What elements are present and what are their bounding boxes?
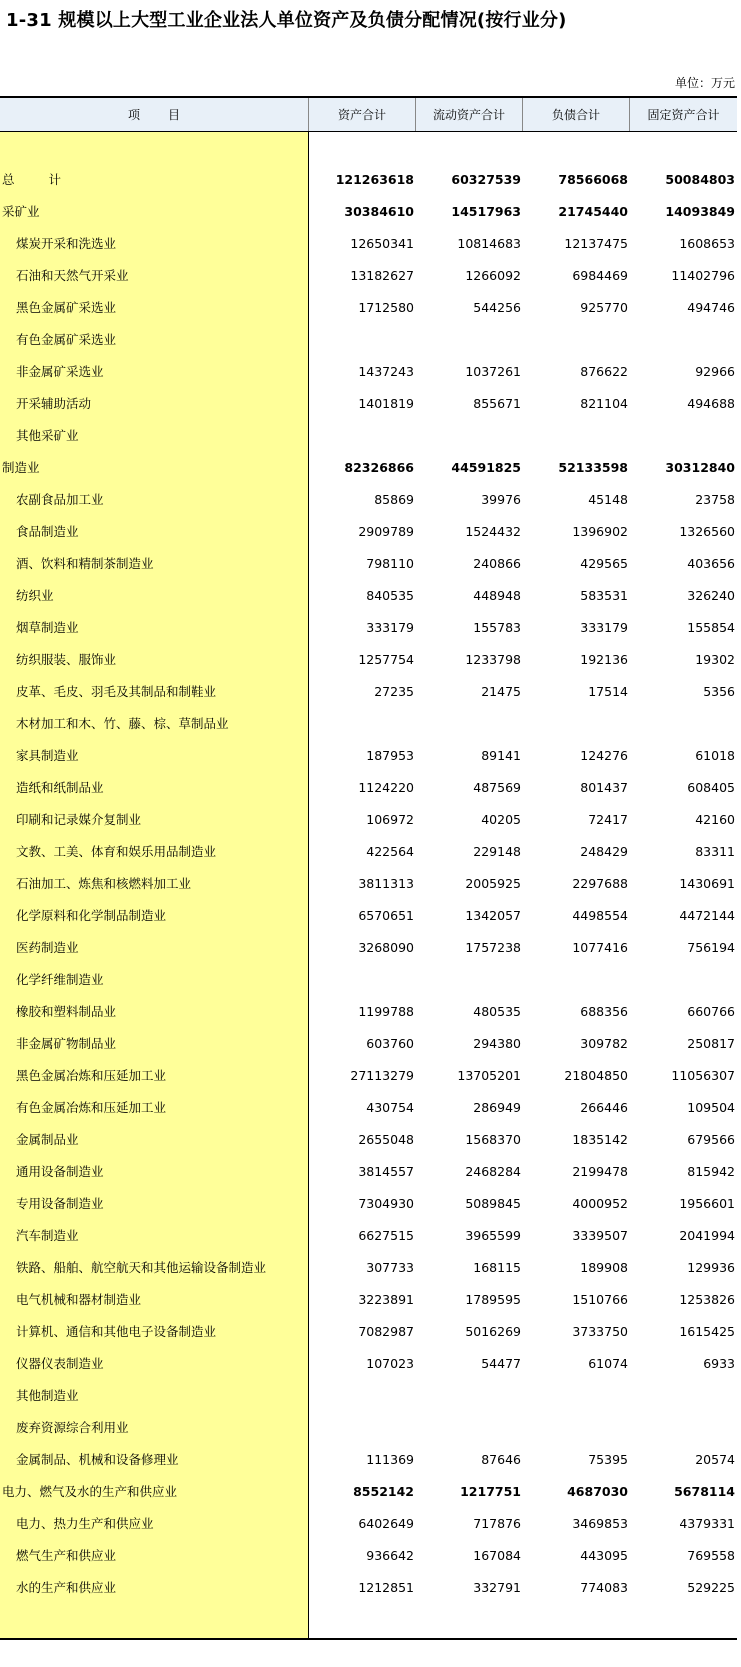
cell-c3: 4498554 <box>572 908 628 923</box>
row-label: 化学纤维制造业 <box>16 972 104 987</box>
cell-c1: 1437243 <box>358 364 414 379</box>
row-label: 电气机械和器材制造业 <box>16 1292 142 1307</box>
cell-c3: 429565 <box>580 556 628 571</box>
table-row <box>0 452 737 484</box>
table-row <box>0 1188 737 1220</box>
cell-c4: 11402796 <box>671 268 735 283</box>
cell-c3: 72417 <box>588 812 628 827</box>
table-row <box>0 388 737 420</box>
row-label: 非金属矿物制品业 <box>16 1036 117 1051</box>
row-label: 纺织业 <box>16 588 54 603</box>
cell-c1: 798110 <box>366 556 414 571</box>
table-row <box>0 996 737 1028</box>
cell-c2: 155783 <box>473 620 521 635</box>
row-label: 印刷和记录媒介复制业 <box>16 812 142 827</box>
header-fixed-assets: 固定资产合计 <box>629 98 737 131</box>
cell-c1: 6627515 <box>358 1228 414 1243</box>
cell-c3 <box>522 324 628 356</box>
cell-c3 <box>522 1380 628 1412</box>
table-row <box>0 420 737 452</box>
cell-c4 <box>629 1412 735 1444</box>
cell-c3 <box>522 420 628 452</box>
row-label: 纺织服装、服饰业 <box>16 652 117 667</box>
cell-c4: 4379331 <box>679 1516 735 1531</box>
cell-c1: 30384610 <box>344 204 414 219</box>
unit-label: 单位：万元 <box>674 76 735 90</box>
cell-c1: 1257754 <box>358 652 414 667</box>
cell-c1: 603760 <box>366 1036 414 1051</box>
cell-c2: 5089845 <box>465 1196 521 1211</box>
table-row <box>0 1220 737 1252</box>
cell-c3: 2297688 <box>572 876 628 891</box>
cell-c3: 925770 <box>580 300 628 315</box>
cell-c4: 5356 <box>703 684 735 699</box>
header-current-assets: 流动资产合计 <box>415 98 522 131</box>
row-label: 采矿业 <box>2 204 40 219</box>
cell-c3 <box>522 708 628 740</box>
cell-c2: 2005925 <box>465 876 521 891</box>
cell-c3: 21745440 <box>558 204 628 219</box>
cell-c3: 52133598 <box>558 460 628 475</box>
table-row <box>0 836 737 868</box>
cell-c4 <box>629 708 735 740</box>
row-label: 废弃资源综合利用业 <box>16 1420 129 1435</box>
cell-c4: 1326560 <box>679 524 735 539</box>
cell-c2: 294380 <box>473 1036 521 1051</box>
table-row <box>0 1092 737 1124</box>
cell-c4: 494688 <box>687 396 735 411</box>
table-row <box>0 260 737 292</box>
row-label: 金属制品、机械和设备修理业 <box>16 1452 179 1467</box>
row-label: 非金属矿采选业 <box>16 364 104 379</box>
cell-c1: 1712580 <box>358 300 414 315</box>
row-label: 有色金属矿采选业 <box>16 332 117 347</box>
cell-c1: 85869 <box>374 492 414 507</box>
cell-c4: 14093849 <box>665 204 735 219</box>
cell-c2 <box>415 964 521 996</box>
cell-c3: 4687030 <box>567 1484 628 1499</box>
table-row <box>0 1124 737 1156</box>
cell-c1: 6570651 <box>358 908 414 923</box>
cell-c4: 92966 <box>695 364 735 379</box>
cell-c4: 129936 <box>687 1260 735 1275</box>
cell-c1: 1199788 <box>358 1004 414 1019</box>
cell-c4: 660766 <box>687 1004 735 1019</box>
row-label: 皮革、毛皮、羽毛及其制品和制鞋业 <box>16 684 217 699</box>
cell-c1: 1401819 <box>358 396 414 411</box>
cell-c3: 45148 <box>588 492 628 507</box>
cell-c1: 27113279 <box>350 1068 414 1083</box>
cell-c3: 309782 <box>580 1036 628 1051</box>
row-label: 其他制造业 <box>16 1388 79 1403</box>
cell-c2: 1233798 <box>465 652 521 667</box>
cell-c2: 1524432 <box>465 524 521 539</box>
row-label: 造纸和纸制品业 <box>16 780 104 795</box>
cell-c3: 583531 <box>580 588 628 603</box>
table-row <box>0 164 737 196</box>
cell-c3: 688356 <box>580 1004 628 1019</box>
cell-c4: 679566 <box>687 1132 735 1147</box>
cell-c3: 78566068 <box>558 172 628 187</box>
cell-c3 <box>522 964 628 996</box>
cell-c2: 2468284 <box>465 1164 521 1179</box>
cell-c3: 189908 <box>580 1260 628 1275</box>
table-row <box>0 324 737 356</box>
table-row <box>0 1444 737 1476</box>
row-label: 水的生产和供应业 <box>16 1580 117 1595</box>
cell-c1: 13182627 <box>350 268 414 283</box>
cell-c2 <box>415 324 521 356</box>
row-label: 专用设备制造业 <box>16 1196 104 1211</box>
table-row <box>0 676 737 708</box>
cell-c2: 1037261 <box>465 364 521 379</box>
table-row <box>0 740 737 772</box>
table-row <box>0 1316 737 1348</box>
cell-c3: 12137475 <box>564 236 628 251</box>
row-label: 其他采矿业 <box>16 428 79 443</box>
cell-c1: 27235 <box>374 684 414 699</box>
cell-c1: 82326866 <box>344 460 414 475</box>
cell-c1: 7082987 <box>358 1324 414 1339</box>
row-label: 煤炭开采和洗选业 <box>16 236 117 251</box>
cell-c4: 11056307 <box>671 1068 735 1083</box>
cell-c3: 3733750 <box>572 1324 628 1339</box>
cell-c3: 333179 <box>580 620 628 635</box>
cell-c1: 187953 <box>366 748 414 763</box>
cell-c1: 7304930 <box>358 1196 414 1211</box>
table-row <box>0 964 737 996</box>
row-label: 橡胶和塑料制品业 <box>16 1004 117 1019</box>
cell-c4: 2041994 <box>679 1228 735 1243</box>
cell-c1: 121263618 <box>335 172 414 187</box>
cell-c2: 21475 <box>481 684 521 699</box>
header-total-assets: 资产合计 <box>308 98 415 131</box>
cell-c2: 855671 <box>473 396 521 411</box>
row-label: 农副食品加工业 <box>16 492 104 507</box>
cell-c1 <box>308 420 414 452</box>
cell-c1: 12650341 <box>350 236 414 251</box>
cell-c4: 494746 <box>687 300 735 315</box>
table-row <box>0 1508 737 1540</box>
cell-c1: 3811313 <box>358 876 414 891</box>
cell-c2: 286949 <box>473 1100 521 1115</box>
cell-c2: 480535 <box>473 1004 521 1019</box>
cell-c2: 10814683 <box>457 236 521 251</box>
row-label: 汽车制造业 <box>16 1228 79 1243</box>
cell-c4: 1956601 <box>679 1196 735 1211</box>
cell-c2: 240866 <box>473 556 521 571</box>
table-row <box>0 580 737 612</box>
row-label: 家具制造业 <box>16 748 79 763</box>
table-row <box>0 900 737 932</box>
table-row <box>0 1284 737 1316</box>
cell-c3: 4000952 <box>572 1196 628 1211</box>
row-label: 有色金属冶炼和压延加工业 <box>16 1100 167 1115</box>
cell-c3 <box>522 1412 628 1444</box>
cell-c3: 248429 <box>580 844 628 859</box>
row-label: 黑色金属矿采选业 <box>16 300 117 315</box>
cell-c1: 8552142 <box>353 1484 414 1499</box>
table-row <box>0 1540 737 1572</box>
row-label: 计算机、通信和其他电子设备制造业 <box>16 1324 217 1339</box>
table-bottom-border <box>0 1638 737 1640</box>
cell-c4: 42160 <box>695 812 735 827</box>
cell-c2 <box>415 708 521 740</box>
row-label: 文教、工美、体育和娱乐用品制造业 <box>16 844 217 859</box>
cell-c2: 60327539 <box>451 172 521 187</box>
cell-c1: 3814557 <box>358 1164 414 1179</box>
cell-c2: 40205 <box>481 812 521 827</box>
row-label: 酒、饮料和精制茶制造业 <box>16 556 154 571</box>
table-row <box>0 708 737 740</box>
table-row <box>0 644 737 676</box>
cell-c4: 529225 <box>687 1580 735 1595</box>
cell-c3: 17514 <box>588 684 628 699</box>
cell-c1 <box>308 964 414 996</box>
cell-c1: 1124220 <box>358 780 414 795</box>
cell-c2: 1568370 <box>465 1132 521 1147</box>
cell-c3: 61074 <box>588 1356 628 1371</box>
cell-c2: 44591825 <box>451 460 521 475</box>
cell-c2: 168115 <box>473 1260 521 1275</box>
table-row <box>0 228 737 260</box>
cell-c1: 936642 <box>366 1548 414 1563</box>
row-label: 制造业 <box>2 460 40 475</box>
cell-c2: 229148 <box>473 844 521 859</box>
cell-c1: 307733 <box>366 1260 414 1275</box>
cell-c1 <box>308 1380 414 1412</box>
cell-c4 <box>629 324 735 356</box>
cell-c2: 1789595 <box>465 1292 521 1307</box>
table-row <box>0 1412 737 1444</box>
cell-c4: 1608653 <box>679 236 735 251</box>
cell-c1: 333179 <box>366 620 414 635</box>
cell-c4: 6933 <box>703 1356 735 1371</box>
row-label: 开采辅助活动 <box>16 396 92 411</box>
cell-c2 <box>415 1412 521 1444</box>
table-row <box>0 548 737 580</box>
cell-c2: 717876 <box>473 1516 521 1531</box>
cell-c1: 430754 <box>366 1100 414 1115</box>
cell-c4: 61018 <box>695 748 735 763</box>
cell-c2: 448948 <box>473 588 521 603</box>
table-row <box>0 1476 737 1508</box>
cell-c1: 840535 <box>366 588 414 603</box>
row-label: 化学原料和化学制品制造业 <box>16 908 167 923</box>
cell-c3: 443095 <box>580 1548 628 1563</box>
cell-c3: 6984469 <box>572 268 628 283</box>
table-row <box>0 516 737 548</box>
row-label: 铁路、船舶、航空航天和其他运输设备制造业 <box>16 1260 267 1275</box>
cell-c2: 544256 <box>473 300 521 315</box>
cell-c3: 2199478 <box>572 1164 628 1179</box>
cell-c2: 167084 <box>473 1548 521 1563</box>
cell-c4: 155854 <box>687 620 735 635</box>
header-item: 项目 <box>127 108 208 122</box>
table-header <box>0 96 737 132</box>
cell-c3: 801437 <box>580 780 628 795</box>
table-row <box>0 1380 737 1412</box>
cell-c4: 30312840 <box>665 460 735 475</box>
cell-c4: 608405 <box>687 780 735 795</box>
cell-c4: 4472144 <box>679 908 735 923</box>
cell-c1: 3223891 <box>358 1292 414 1307</box>
cell-c2: 89141 <box>481 748 521 763</box>
cell-c4: 769558 <box>687 1548 735 1563</box>
cell-c3: 3469853 <box>572 1516 628 1531</box>
row-label: 石油加工、炼焦和核燃料加工业 <box>16 876 192 891</box>
table-row <box>0 612 737 644</box>
cell-c1: 2909789 <box>358 524 414 539</box>
cell-c4 <box>629 420 735 452</box>
cell-c2: 1342057 <box>465 908 521 923</box>
row-label: 黑色金属冶炼和压延加工业 <box>16 1068 167 1083</box>
cell-c2: 13705201 <box>457 1068 521 1083</box>
cell-c3: 266446 <box>580 1100 628 1115</box>
cell-c4: 756194 <box>687 940 735 955</box>
cell-c1 <box>308 1412 414 1444</box>
cell-c2: 87646 <box>481 1452 521 1467</box>
cell-c4 <box>629 964 735 996</box>
cell-c2: 1757238 <box>465 940 521 955</box>
row-label: 食品制造业 <box>16 524 79 539</box>
row-label: 医药制造业 <box>16 940 79 955</box>
cell-c4: 403656 <box>687 556 735 571</box>
row-label: 烟草制造业 <box>16 620 79 635</box>
cell-c2: 487569 <box>473 780 521 795</box>
cell-c2: 5016269 <box>465 1324 521 1339</box>
cell-c1: 422564 <box>366 844 414 859</box>
cell-c1: 6402649 <box>358 1516 414 1531</box>
cell-c1: 111369 <box>366 1452 414 1467</box>
table-row <box>0 484 737 516</box>
cell-c1: 107023 <box>366 1356 414 1371</box>
cell-c4: 50084803 <box>665 172 735 187</box>
row-label: 总计 <box>2 172 96 187</box>
cell-c1: 2655048 <box>358 1132 414 1147</box>
table-row <box>0 196 737 228</box>
cell-c4: 5678114 <box>674 1484 735 1499</box>
row-label: 燃气生产和供应业 <box>16 1548 117 1563</box>
table-row <box>0 356 737 388</box>
cell-c2 <box>415 1380 521 1412</box>
cell-c2: 332791 <box>473 1580 521 1595</box>
cell-c1: 3268090 <box>358 940 414 955</box>
cell-c4: 1253826 <box>679 1292 735 1307</box>
cell-c2: 1217751 <box>460 1484 521 1499</box>
cell-c3: 192136 <box>580 652 628 667</box>
row-label: 木材加工和木、竹、藤、棕、草制品业 <box>16 716 229 731</box>
cell-c3: 1396902 <box>572 524 628 539</box>
cell-c4: 326240 <box>687 588 735 603</box>
page-title: 1-31 规模以上大型工业企业法人单位资产及负债分配情况(按行业分) <box>6 10 567 31</box>
cell-c4: 109504 <box>687 1100 735 1115</box>
cell-c4: 815942 <box>687 1164 735 1179</box>
cell-c3: 876622 <box>580 364 628 379</box>
cell-c4: 1430691 <box>679 876 735 891</box>
table-body <box>0 164 737 1604</box>
cell-c4: 250817 <box>687 1036 735 1051</box>
row-label: 电力、燃气及水的生产和供应业 <box>2 1484 178 1499</box>
cell-c2: 14517963 <box>451 204 521 219</box>
row-label: 电力、热力生产和供应业 <box>16 1516 154 1531</box>
header-liabilities: 负债合计 <box>522 98 629 131</box>
cell-c4: 1615425 <box>679 1324 735 1339</box>
cell-c4: 83311 <box>695 844 735 859</box>
cell-c3: 774083 <box>580 1580 628 1595</box>
cell-c3: 75395 <box>588 1452 628 1467</box>
table-row <box>0 292 737 324</box>
table-row <box>0 804 737 836</box>
cell-c2: 54477 <box>481 1356 521 1371</box>
cell-c3: 1510766 <box>572 1292 628 1307</box>
cell-c1 <box>308 324 414 356</box>
cell-c3: 3339507 <box>572 1228 628 1243</box>
cell-c4: 19302 <box>695 652 735 667</box>
cell-c1: 106972 <box>366 812 414 827</box>
cell-c3: 124276 <box>580 748 628 763</box>
row-label: 仪器仪表制造业 <box>16 1356 104 1371</box>
row-label: 通用设备制造业 <box>16 1164 104 1179</box>
cell-c3: 821104 <box>580 396 628 411</box>
cell-c4 <box>629 1380 735 1412</box>
cell-c3: 1835142 <box>572 1132 628 1147</box>
table-row <box>0 772 737 804</box>
row-label: 石油和天然气开采业 <box>16 268 129 283</box>
cell-c4: 20574 <box>695 1452 735 1467</box>
table-row <box>0 1156 737 1188</box>
cell-c2: 1266092 <box>465 268 521 283</box>
cell-c4: 23758 <box>695 492 735 507</box>
table-row <box>0 1028 737 1060</box>
cell-c2: 39976 <box>481 492 521 507</box>
cell-c1: 1212851 <box>358 1580 414 1595</box>
table-row <box>0 1252 737 1284</box>
table-row <box>0 1572 737 1604</box>
row-label: 金属制品业 <box>16 1132 79 1147</box>
table-row <box>0 1060 737 1092</box>
cell-c1 <box>308 708 414 740</box>
cell-c2 <box>415 420 521 452</box>
cell-c2: 3965599 <box>465 1228 521 1243</box>
cell-c3: 1077416 <box>572 940 628 955</box>
cell-c3: 21804850 <box>564 1068 628 1083</box>
table-row <box>0 868 737 900</box>
table-row <box>0 932 737 964</box>
table-row <box>0 1348 737 1380</box>
